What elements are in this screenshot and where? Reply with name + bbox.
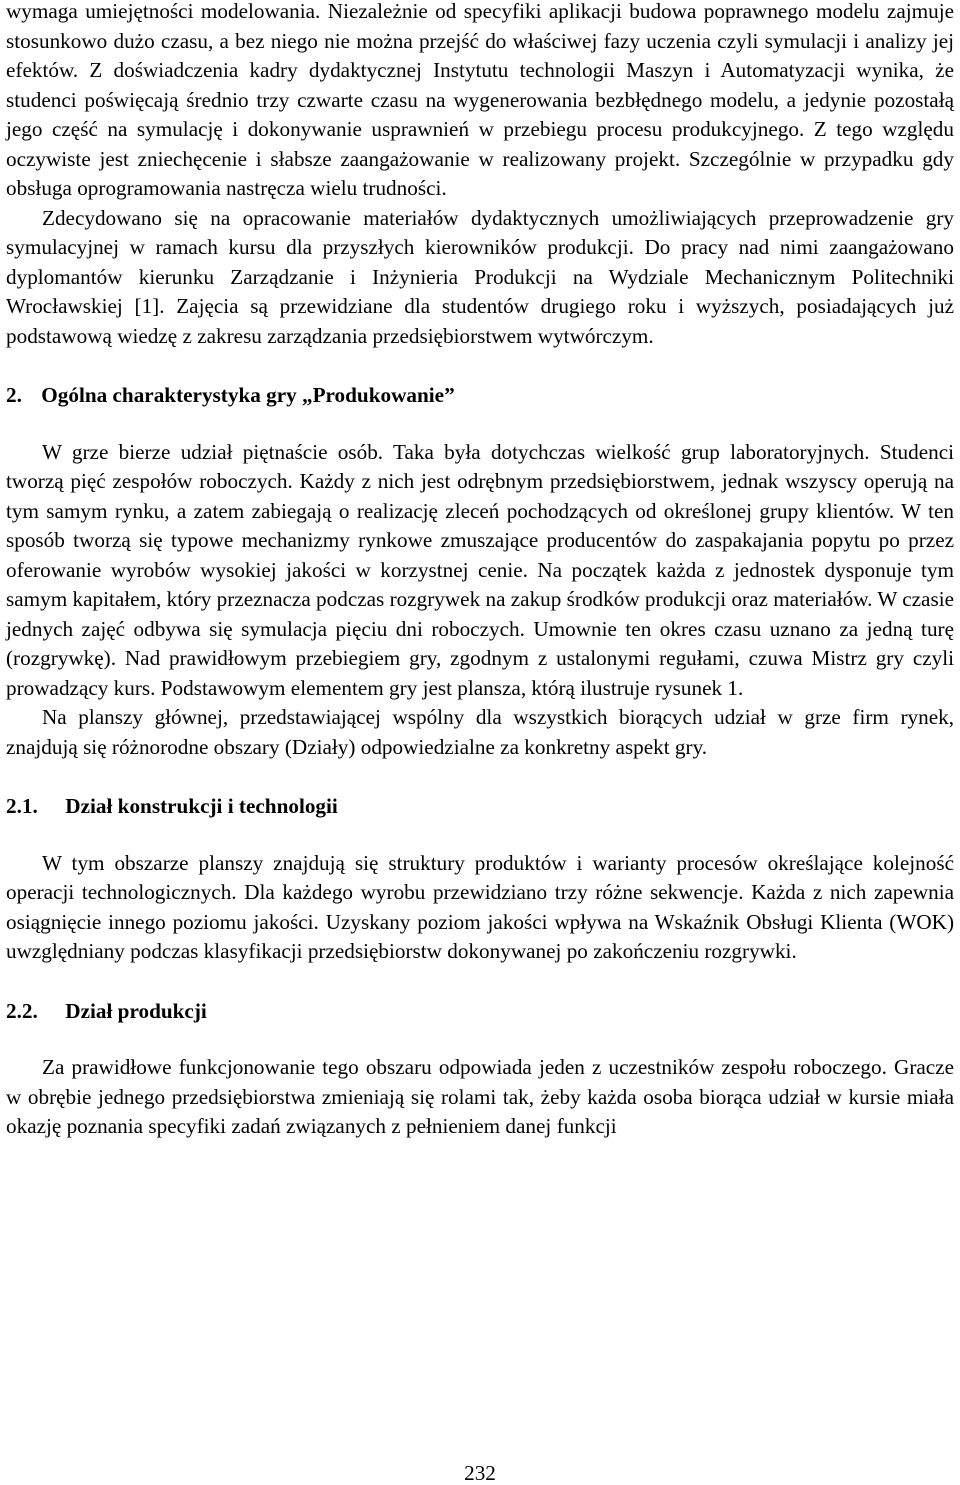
spacer: [6, 351, 954, 381]
section-title: Dział konstrukcji i technologii: [65, 794, 338, 818]
section-title: Dział produkcji: [65, 998, 207, 1023]
paragraph-teaching-materials: Zdecydowano się na opracowanie materiałów dydaktycznych umożliwiających przeprowadzenie gry symulacyjnej w ramach kursu dla przyszłych kierowników produkcji. Do pracy nad nimi zaangażowano dyplomantów kierunku Zarządzanie i Inżynieria Produkcji na Wydziale Mechanicznym Politechniki Wrocławskiej [1]. Zajęcia są przewidziane dla studentów drugiego roku i wyższych, posiadających już podstawową wiedzę z zakresu zarządzania przedsiębiorstwem wytwórczym.: [6, 205, 954, 348]
section-number: 2.2.: [6, 998, 38, 1023]
paragraph-main-board: Na planszy głównej, przedstawiającej wspólny dla wszystkich biorących udział w grze firm rynek, znajdują się różnorodne obszary (Działy) odpowiedzialne za konkretny aspekt gry.: [6, 705, 954, 759]
section-heading-2-1: [6, 792, 954, 822]
paragraph-game-overview: W grze bierze udział piętnaście osób. Taka była dotychczas wielkość grup laboratoryjnych. Studenci tworzą pięć zespołów roboczych. Każdy z nich jest odrębnym przedsiębiorstwem, jednak wszyscy operują na tym samym rynku, a zatem zabiegają o realizację zleceń pochodzących od określonej grupy klientów. W ten sposób tworzą się typowe mechanizmy rynkowe zmuszające producentów do zaspakajania popytu po przez oferowanie wyrobów wysokiej jakości w korzystnej cenie. Na początek każda z jednostek dysponuje tym samym kapitałem, który przeznacza podczas rozgrywek na zakup środków produkcji oraz materiałów. W czasie jednych zajęć odbywa się symulacja pięciu dni roboczych. Umownie ten okres czasu uznano za jedną turę (rozgrywkę). Nad prawidłowym przebiegiem gry, zgodnym z ustalonymi regułami, czuwa Mistrz gry czyli prowadzący kurs. Podstawowym elementem gry jest plansza, którą ilustruje rysunek 1.: [6, 439, 954, 700]
spacer: [6, 967, 954, 997]
spacer: [6, 411, 954, 438]
spacer: [6, 1026, 954, 1053]
paragraph-production-department: Za prawidłowe funkcjonowanie tego obszaru odpowiada jeden z uczestników zespołu roboczego. Gracze w obrębie jednego przedsiębiorstwa zmieniają się rolami tak, żeby każda osoba biorąca udział w kursie miała okazję poznania specyfiki zadań związanych z pełnieniem danej funkcji: [6, 1055, 954, 1138]
paragraph-modelling-difficulty: wymaga umiejętności modelowania. Niezależnie od specyfiki aplikacji budowa poprawnego modelu zajmuje stosunkowo dużo czasu, a bez niego nie można przejść do właściwej fazy uczenia czyli symulacji i analizy jej efektów. Z doświadczenia kadry dydaktycznej Instytutu technologii Maszyn i Automatyzacji wynika, że studenci poświęcają średnio trzy czwarte czasu na wygenerowania bezbłędnego modelu, a jedynie pozostałą jego część na symulację i dokonywanie usprawnień w przebiegu procesu produkcyjnego. Z tego względu oczywiste jest zniechęcenie i słabsze zaangażowanie w realizowany projekt. Szczególnie w przypadku gdy obsługa oprogramowania nastręcza wielu trudności.: [6, 0, 954, 200]
section-heading-2: [6, 381, 954, 411]
section-number: 2.1.: [6, 794, 38, 818]
page-number: 232: [464, 1461, 496, 1485]
document-page: [6, 0, 954, 1142]
section-heading-2-2: [6, 997, 954, 1027]
section-number: 2.: [6, 383, 22, 407]
paragraph-design-technology: W tym obszarze planszy znajdują się struktury produktów i warianty procesów określające kolejność operacji technologicznych. Dla każdego wyrobu przewidziano trzy różne sekwencje. Każda z nich zapewnia osiągnięcie innego poziomu jakości. Uzyskany poziom jakości wpływa na Wskaźnik Obsługi Klienta (WOK) uwzględniany podczas klasyfikacji przedsiębiorstw dokonywanej po zakończeniu rozgrywki.: [6, 850, 954, 963]
spacer: [6, 822, 954, 849]
section-title: Ogólna charakterystyka gry „Produkowanie”: [41, 383, 455, 407]
spacer: [6, 762, 954, 792]
